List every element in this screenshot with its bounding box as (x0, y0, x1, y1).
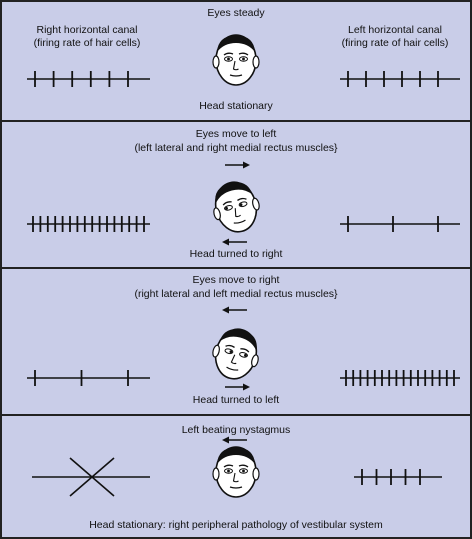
direction-arrow-left (222, 239, 247, 246)
ear (213, 56, 219, 68)
eyes-move-left-label: Eyes move to left (195, 128, 277, 140)
ear (213, 468, 219, 480)
head-icon (208, 177, 265, 237)
direction-arrow-right (225, 162, 250, 169)
muscles-label: (right lateral and left medial rectus muscles} (134, 288, 338, 300)
left-canal-sublabel: (firing rate of hair cells) (341, 37, 449, 49)
right-firing-train (354, 469, 442, 485)
pupil (242, 470, 245, 473)
head-icon (213, 35, 259, 85)
right-canal-label: Right horizontal canal (36, 24, 138, 36)
left-canal-label: Left horizontal canal (348, 24, 442, 36)
right-firing-train (340, 71, 460, 87)
right-firing-train (340, 370, 460, 386)
pupil (242, 58, 245, 61)
left-firing-train (27, 71, 150, 87)
diagram-artwork (2, 2, 470, 537)
right-canal-sublabel: (firing rate of hair cells) (33, 37, 141, 49)
nystagmus-label: Left beating nystagmus (181, 424, 291, 436)
direction-arrow-left (222, 437, 247, 444)
head-icon (213, 447, 259, 497)
pupil (227, 470, 230, 473)
head-icon (208, 324, 265, 384)
right-firing-train (340, 216, 460, 232)
arrow-head (243, 384, 250, 391)
eyes-move-right-label: Eyes move to right (192, 274, 280, 286)
left-firing-train-absent (32, 458, 150, 496)
arrow-head (222, 307, 229, 314)
eyes-steady-label: Eyes steady (207, 7, 265, 19)
muscles-label: (left lateral and right medial rectus muscles} (134, 142, 338, 154)
arrow-head (243, 162, 250, 169)
left-firing-train (27, 370, 150, 386)
pathology-label: Head stationary: right peripheral pathology of vestibular system (89, 519, 383, 531)
head-turned-right-label: Head turned to right (189, 248, 283, 260)
arrow-head (222, 437, 229, 444)
head-stationary-label: Head stationary (199, 100, 273, 112)
head-turned-left-label: Head turned to left (192, 394, 280, 406)
direction-arrow-right (225, 384, 250, 391)
ear (253, 468, 259, 480)
direction-arrow-left (222, 307, 247, 314)
pupil (227, 58, 230, 61)
ear (253, 56, 259, 68)
left-firing-train (27, 216, 150, 232)
arrow-head (222, 239, 229, 246)
